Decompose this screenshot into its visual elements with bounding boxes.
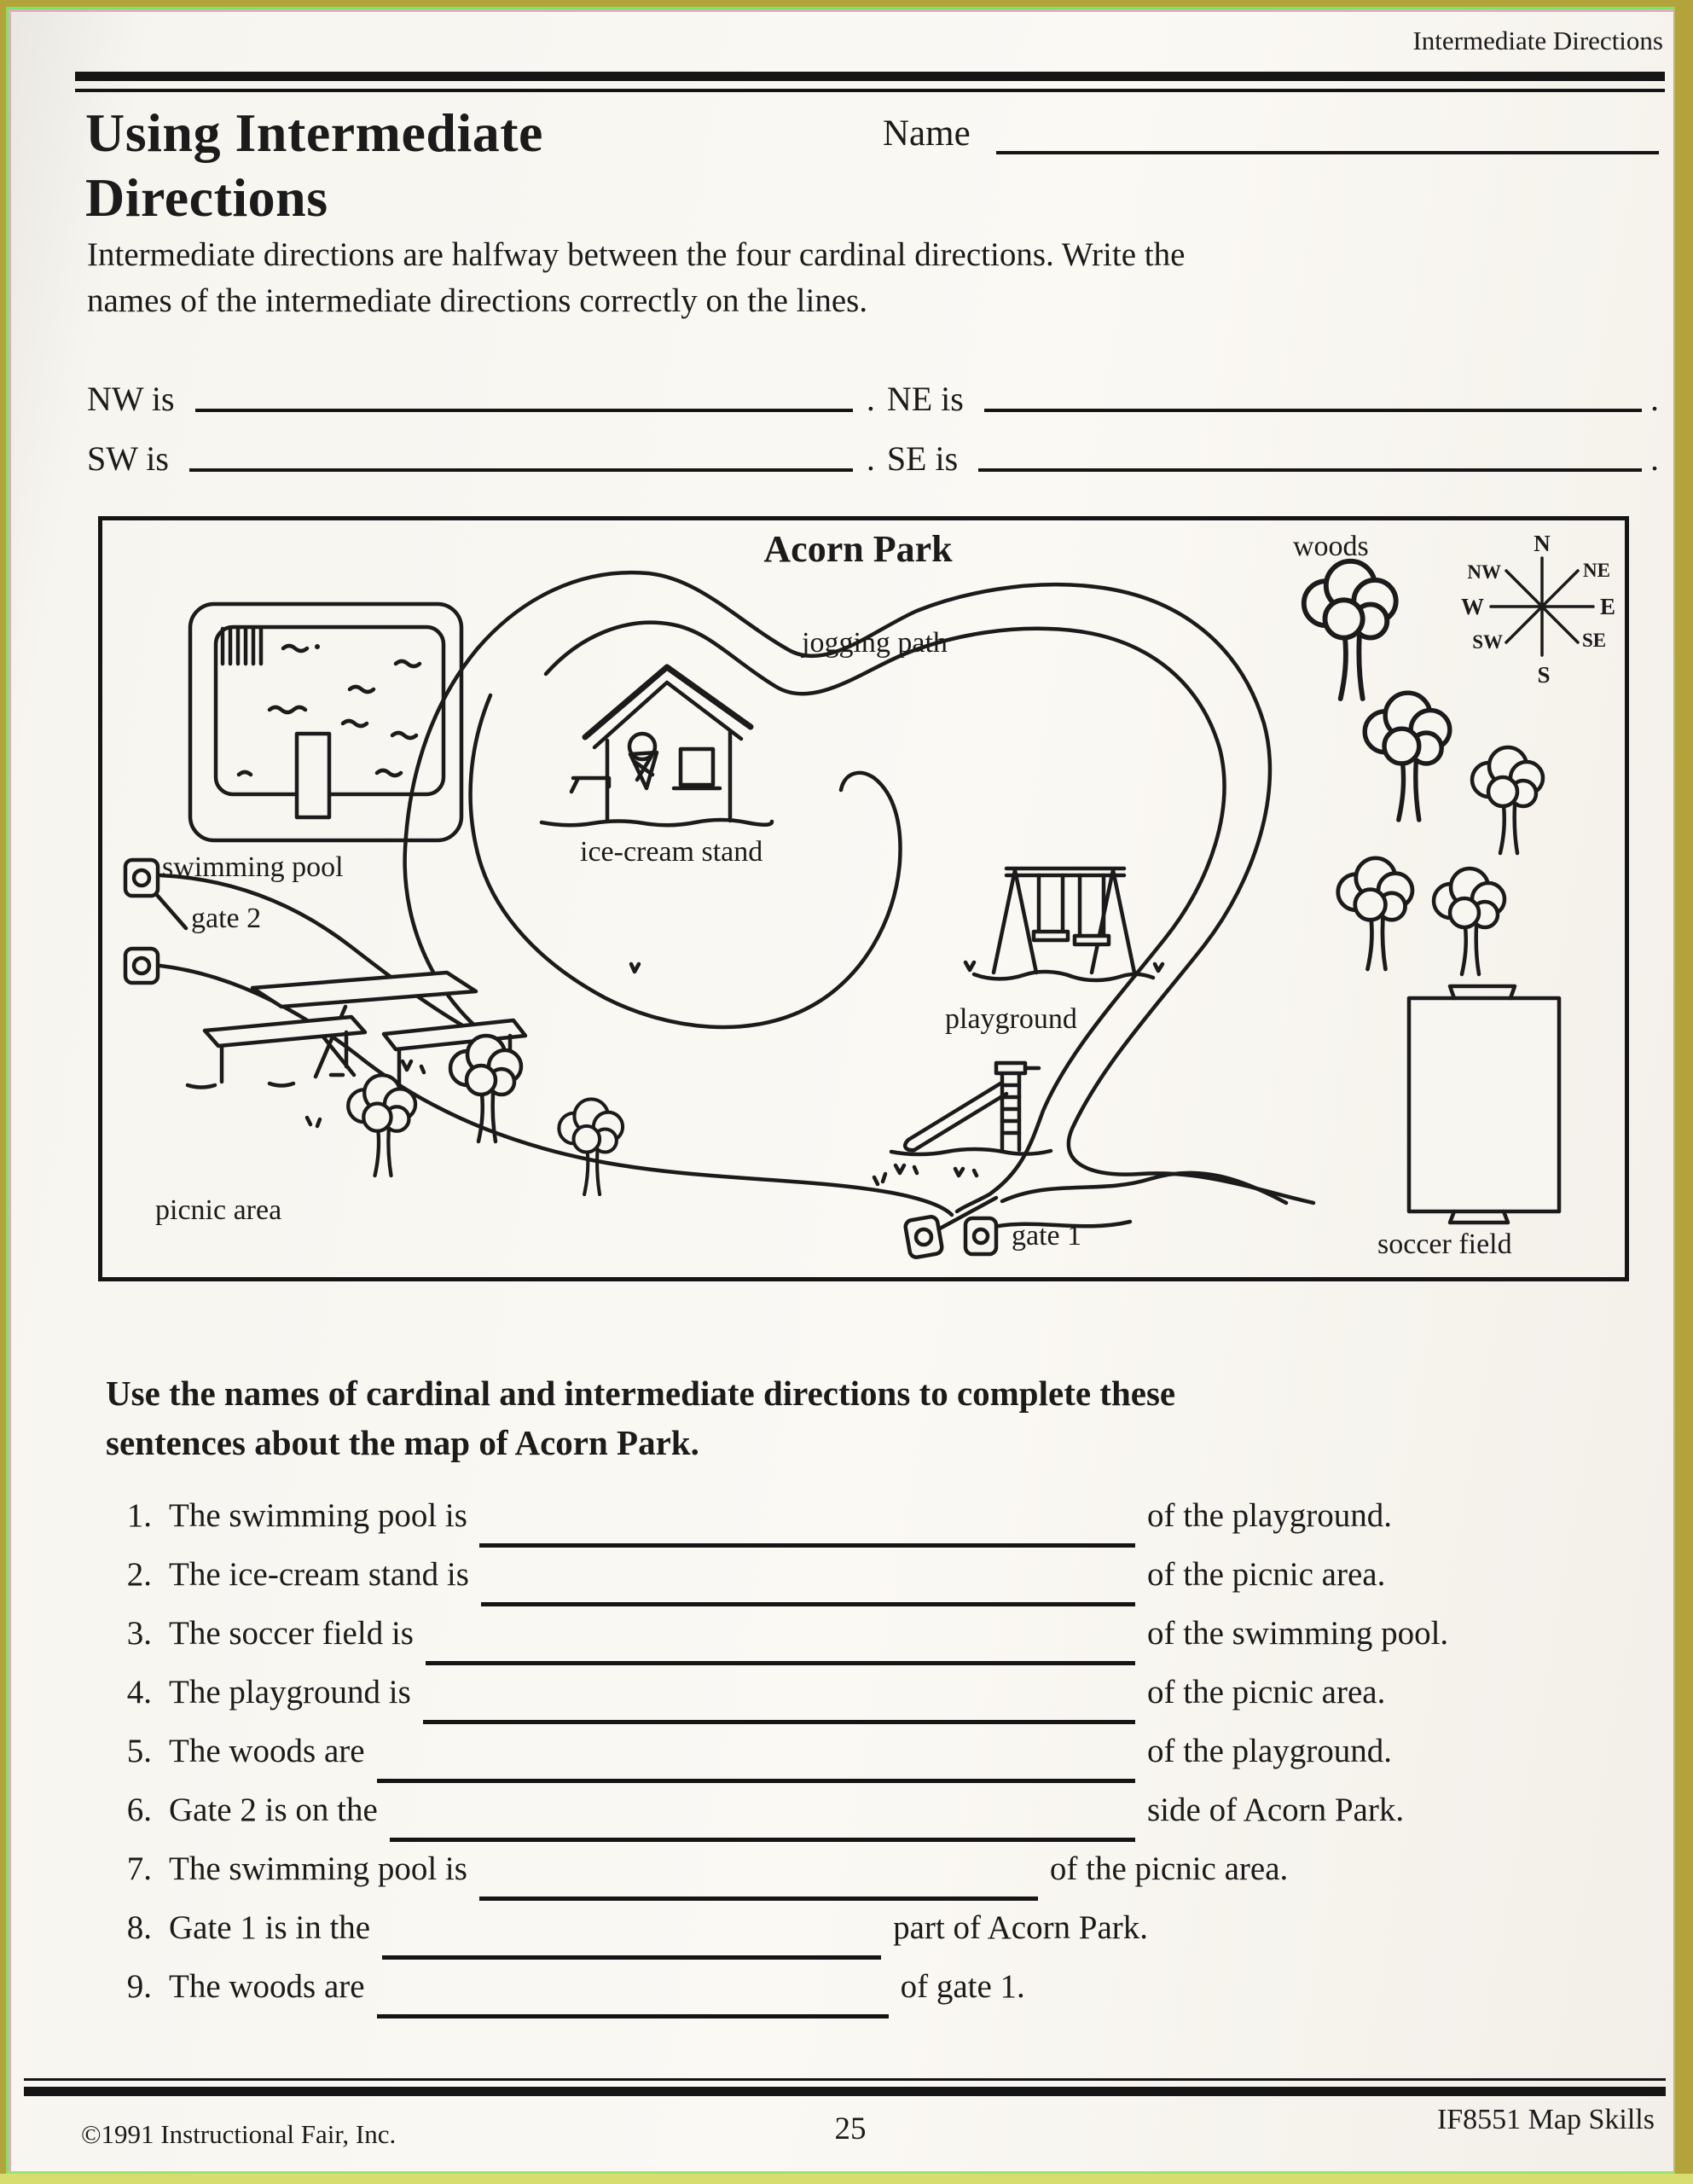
- period: .: [866, 439, 875, 478]
- question-answer-blank: [481, 1602, 1135, 1606]
- footer-edition: IF8551 Map Skills: [1436, 2104, 1655, 2135]
- name-label: Name: [883, 113, 971, 154]
- question-number: 6.: [126, 1792, 152, 1828]
- question-suffix: of the picnic area.: [1049, 1850, 1289, 1887]
- gate-2-label: gate 2: [191, 903, 262, 934]
- question-text: The ice-cream stand is: [169, 1556, 469, 1593]
- question-answer-blank: [423, 1720, 1135, 1724]
- question-row: [109, 1496, 1595, 1555]
- picnic-area-label: picnic area: [155, 1194, 282, 1226]
- instructions-line-2: names of the intermediate directions correctly on the lines.: [87, 282, 868, 319]
- jogging-path-lines: [160, 572, 1313, 1228]
- compass-s: S: [1537, 662, 1551, 688]
- question-answer-blank: [426, 1661, 1135, 1665]
- question-number: 1.: [126, 1497, 152, 1534]
- playground-label: playground: [945, 1003, 1077, 1035]
- period: .: [1650, 380, 1660, 418]
- ice-cream-stand-label: ice-cream stand: [580, 836, 763, 868]
- question-suffix: of the playground.: [1147, 1733, 1393, 1769]
- se-answer-blank: [978, 468, 1642, 472]
- question-list: [109, 1496, 1595, 2026]
- question-number: 5.: [126, 1733, 152, 1769]
- question-number: 7.: [126, 1850, 152, 1887]
- question-row: [109, 1614, 1595, 1673]
- map-title: Acorn Park: [763, 528, 953, 570]
- compass-w: W: [1461, 594, 1484, 619]
- question-answer-blank: [377, 1779, 1135, 1783]
- compass-ne: NE: [1583, 560, 1610, 581]
- header-rule-thin: [75, 89, 1665, 92]
- question-number: 2.: [126, 1556, 152, 1593]
- question-text: The woods are: [169, 1733, 365, 1769]
- prompt-line-2: sentences about the map of Acorn Park.: [106, 1423, 699, 1462]
- footer-copyright: ©1991 Instructional Fair, Inc.: [81, 2119, 397, 2149]
- sw-label: SW is: [87, 439, 169, 478]
- page-title: Using Intermediate Directions: [85, 102, 543, 228]
- question-suffix: of the picnic area.: [1147, 1556, 1386, 1593]
- period: .: [866, 380, 875, 418]
- question-text: The swimming pool is: [169, 1497, 467, 1534]
- swimming-pool-icon: [190, 604, 461, 840]
- slide-icon: [891, 1063, 1051, 1176]
- question-row: [109, 1908, 1595, 1967]
- footer-rule-thick: [24, 2087, 1666, 2096]
- exercise-prompt: [106, 1368, 1175, 1467]
- question-suffix: of gate 1.: [900, 1968, 1025, 2005]
- question-answer-blank: [377, 2014, 889, 2018]
- jogging-path-label: jogging path: [802, 627, 948, 659]
- compass-sw: SW: [1472, 631, 1503, 653]
- ne-label: NE is: [886, 380, 964, 418]
- compass-se: SE: [1582, 630, 1607, 651]
- sw-answer-blank: [189, 468, 853, 472]
- question-text: The playground is: [169, 1674, 411, 1711]
- question-suffix: of the picnic area.: [1147, 1674, 1386, 1711]
- soccer-field-label: soccer field: [1377, 1228, 1512, 1260]
- question-answer-blank: [390, 1838, 1135, 1842]
- question-number: 4.: [126, 1674, 152, 1711]
- se-label: SE is: [886, 439, 959, 478]
- woods-label: woods: [1293, 531, 1369, 562]
- fill-in-row-nw-ne: [87, 379, 1659, 419]
- instructions-line-1: Intermediate directions are halfway between the four cardinal directions. Write the: [87, 236, 1186, 273]
- swimming-pool-label: swimming pool: [162, 851, 344, 883]
- question-text: Gate 2 is on the: [169, 1792, 378, 1828]
- question-row: [109, 1732, 1595, 1791]
- question-row: [109, 1967, 1595, 2026]
- compass-rose: [1461, 531, 1615, 688]
- question-row: [109, 1673, 1595, 1732]
- page-topic-header: Intermediate Directions: [1412, 26, 1663, 55]
- ice-cream-stand-icon: [542, 667, 772, 825]
- question-text: The soccer field is: [169, 1615, 414, 1652]
- question-suffix: side of Acorn Park.: [1147, 1792, 1405, 1828]
- question-number: 3.: [126, 1615, 152, 1652]
- instructions-paragraph: [87, 232, 1622, 324]
- compass-nw: NW: [1467, 561, 1501, 583]
- compass-e: E: [1600, 594, 1616, 619]
- question-text: Gate 1 is in the: [169, 1909, 371, 1946]
- question-row: [109, 1791, 1595, 1850]
- acorn-park-map: [98, 516, 1629, 1281]
- question-suffix: of the playground.: [1147, 1497, 1393, 1534]
- question-text: The woods are: [169, 1968, 365, 2005]
- question-suffix: part of Acorn Park.: [893, 1909, 1149, 1946]
- woods-trees: [1304, 561, 1543, 974]
- name-blank-line: [996, 151, 1659, 154]
- gate-1-label: gate 1: [1012, 1220, 1082, 1252]
- question-number: 8.: [126, 1909, 152, 1946]
- soccer-field-icon: [1409, 986, 1559, 1223]
- question-row: [109, 1850, 1595, 1908]
- gate-1-icon: [904, 1198, 996, 1258]
- ne-answer-blank: [984, 409, 1642, 412]
- question-row: [109, 1555, 1595, 1614]
- compass-n: N: [1534, 531, 1551, 556]
- question-text: The swimming pool is: [169, 1850, 467, 1887]
- prompt-line-1: Use the names of cardinal and intermediate directions to complete these: [106, 1374, 1176, 1413]
- footer-page-number: 25: [834, 2111, 867, 2146]
- question-answer-blank: [479, 1896, 1038, 1901]
- period: .: [1650, 439, 1660, 478]
- question-answer-blank: [479, 1543, 1135, 1548]
- question-answer-blank: [382, 1955, 881, 1960]
- swing-set-icon: [965, 868, 1162, 980]
- question-number: 9.: [126, 1968, 152, 2005]
- footer-rule-thin: [24, 2078, 1666, 2081]
- header-rule-thick: [75, 72, 1665, 81]
- nw-answer-blank: [195, 409, 853, 412]
- question-suffix: of the swimming pool.: [1147, 1615, 1449, 1652]
- fill-in-row-sw-se: [87, 439, 1659, 479]
- nw-label: NW is: [87, 380, 175, 418]
